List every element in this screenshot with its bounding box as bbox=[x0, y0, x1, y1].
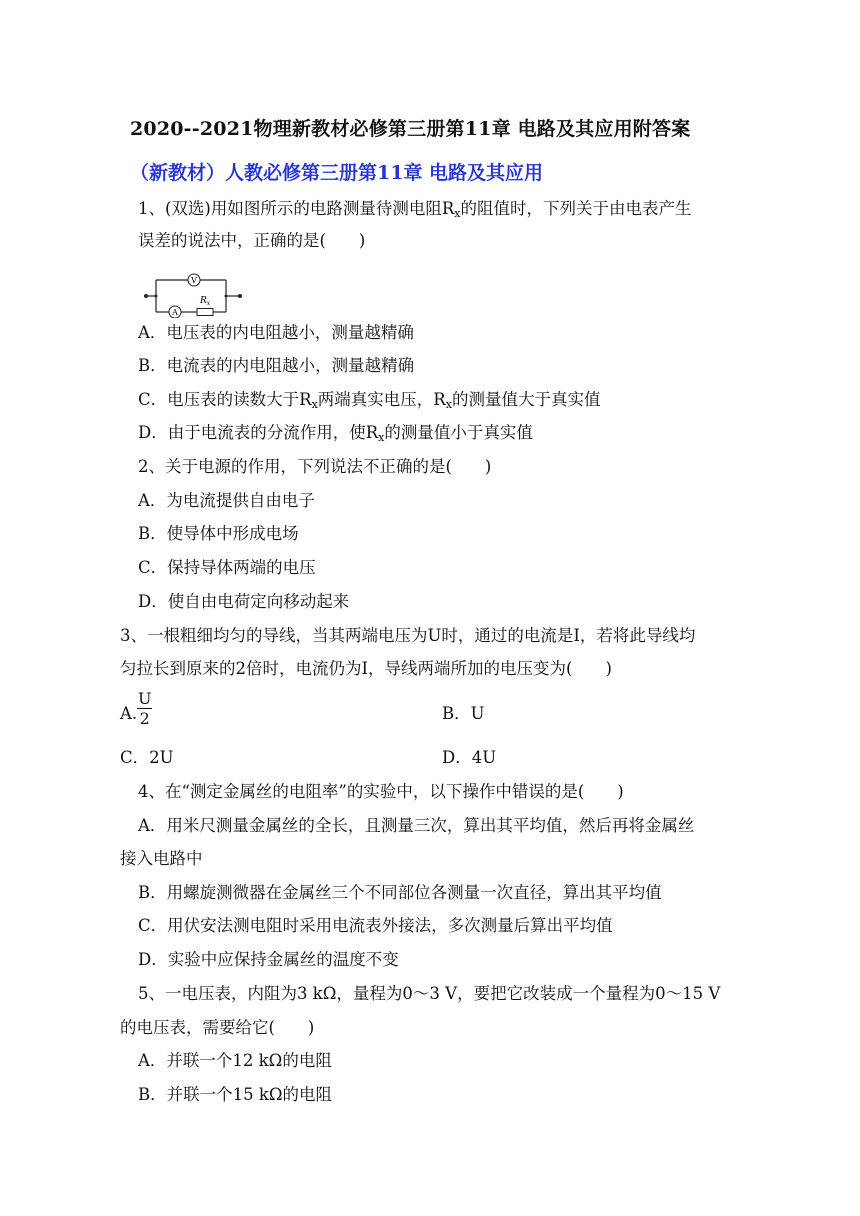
q2-stem: 2、关于电源的作用，下列说法不正确的是( ) bbox=[138, 457, 492, 476]
q3-stem-line2: 匀拉长到原来的2倍时，电流仍为I，导线两端所加的电压变为( ) bbox=[120, 659, 612, 678]
fraction-numerator: U bbox=[138, 689, 152, 708]
q1-option-c bbox=[138, 389, 600, 416]
q3-stem-line1: 3、一根粗细均匀的导线，当其两端电压为U时，通过的电流是I，若将此导线均 bbox=[120, 626, 696, 645]
q1-stem-line2: 误差的说法中，正确的是( ) bbox=[138, 231, 366, 250]
q4-option-a-line1: A．用米尺测量金属丝的全长，且测量三次，算出其平均值，然后再将金属丝 bbox=[138, 816, 695, 835]
q4-option-b: B．用螺旋测微器在金属丝三个不同部位各测量一次直径，算出其平均值 bbox=[138, 883, 662, 902]
q5-option-b: B．并联一个15 kΩ的电阻 bbox=[138, 1085, 333, 1104]
q1-option-b: B．电流表的内电阻越小，测量越精确 bbox=[138, 356, 415, 375]
section-subtitle: （新教材）人教必修第三册第11章 电路及其应用 bbox=[130, 162, 544, 184]
q1-c-text-1: C．电压表的读数大于R bbox=[138, 390, 312, 409]
terminal-left-dot bbox=[144, 294, 148, 298]
q1-d-subscript: x bbox=[378, 431, 385, 444]
q1-c-subscript-2: x bbox=[445, 398, 452, 411]
fraction-denominator: 2 bbox=[139, 709, 150, 728]
q1-c-text-2: 两端真实电压，R bbox=[317, 390, 446, 409]
q5-stem-line2: 的电压表，需要给它( ) bbox=[120, 1018, 315, 1037]
q1-stem-line1 bbox=[138, 198, 692, 225]
q3-option-d: D．4U bbox=[442, 748, 497, 767]
q1-stem-text-b: 的阻值时，下列关于由电表产生 bbox=[460, 199, 692, 218]
q1-c-text-3: 的测量值大于真实值 bbox=[451, 390, 601, 409]
q2-option-b: B．使导体中形成电场 bbox=[138, 524, 299, 543]
q1-d-text-1: D．由于电流表的分流作用，使R bbox=[138, 423, 379, 442]
q3-option-b: B．U bbox=[442, 704, 485, 723]
q1-option-a: A．电压表的内电阻越小，测量越精确 bbox=[138, 323, 414, 342]
q5-option-a: A．并联一个12 kΩ的电阻 bbox=[138, 1051, 332, 1070]
q1-option-d bbox=[138, 422, 533, 449]
q4-option-a-line2: 接入电路中 bbox=[120, 849, 203, 868]
q1-stem-text-a: 1、(双选)用如图所示的电路测量待测电阻R bbox=[138, 199, 455, 218]
q2-option-d: D．使自由电荷定向移动起来 bbox=[138, 592, 350, 611]
document-title: 2020--2021物理新教材必修第三册第11章 电路及其应用附答案 bbox=[130, 118, 691, 140]
q3-option-a-label: A. bbox=[120, 704, 138, 723]
q5-stem-line1: 5、一电压表，内阻为3 kΩ，量程为0～3 V，要把它改装成一个量程为0～15 V bbox=[138, 984, 721, 1003]
resistor-symbol bbox=[197, 309, 213, 316]
q4-stem: 4、在“测定金属丝的电阻率”的实验中，以下操作中错误的是( ) bbox=[138, 782, 624, 801]
terminal-right-dot bbox=[238, 294, 242, 298]
q1-stem-subscript: x bbox=[454, 207, 461, 220]
q2-option-a: A．为电流提供自由电子 bbox=[138, 491, 315, 510]
q1-c-subscript-1: x bbox=[311, 398, 318, 411]
voltmeter-label: V bbox=[191, 276, 197, 285]
resistor-label: $R_x$ bbox=[200, 296, 211, 307]
q3-option-c: C．2U bbox=[120, 748, 174, 767]
q1-d-text-2: 的测量值小于真实值 bbox=[384, 423, 533, 442]
q3-option-a-fraction bbox=[137, 690, 152, 729]
q2-option-c: C．保持导体两端的电压 bbox=[138, 558, 316, 577]
q4-option-c: C．用伏安法测电阻时采用电流表外接法，多次测量后算出平均值 bbox=[138, 916, 613, 935]
circuit-diagram bbox=[142, 272, 246, 318]
ammeter-label: A bbox=[172, 308, 178, 317]
q4-option-d: D．实验中应保持金属丝的温度不变 bbox=[138, 950, 399, 969]
